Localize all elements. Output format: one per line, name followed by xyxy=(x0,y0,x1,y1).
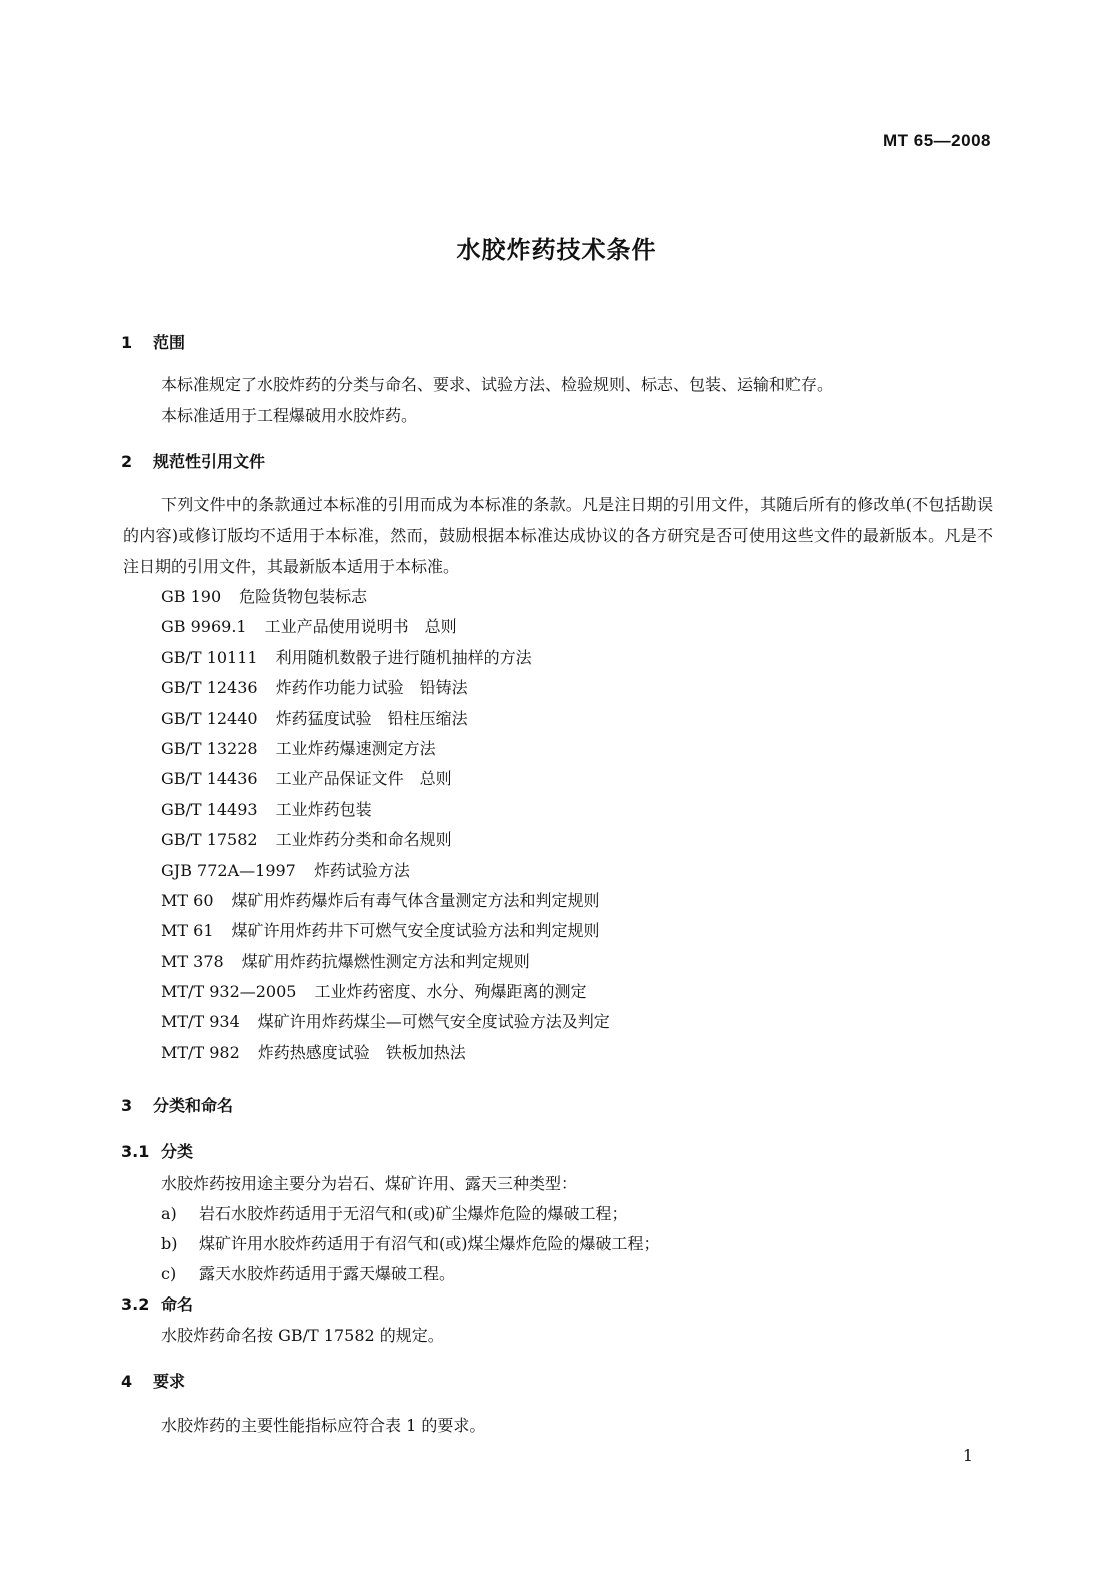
section-title: 规范性引用文件 xyxy=(153,452,266,471)
reference-item xyxy=(161,1007,610,1037)
reference-title: 炸药作功能力试验 铅铸法 xyxy=(275,678,468,698)
section-3-heading xyxy=(121,1093,233,1116)
reference-code: MT/T 934 xyxy=(161,1012,240,1032)
reference-title: 煤矿许用炸药井下可燃气安全度试验方法和判定规则 xyxy=(231,921,600,941)
section-title: 命名 xyxy=(161,1295,194,1314)
reference-item xyxy=(161,643,610,673)
reference-code: MT 378 xyxy=(161,951,224,971)
requirements-paragraph: 水胶炸药的主要性能指标应符合表 1 的要求。 xyxy=(161,1416,486,1435)
reference-code: MT 60 xyxy=(161,890,214,910)
reference-code: MT/T 982 xyxy=(161,1042,240,1062)
reference-item xyxy=(161,795,610,825)
reference-title: 煤矿许用炸药煤尘—可燃气安全度试验方法及判定 xyxy=(257,1012,610,1032)
reference-title: 炸药猛度试验 铅柱压缩法 xyxy=(275,708,468,728)
reference-code: GB/T 12436 xyxy=(161,678,258,698)
section-2-heading xyxy=(121,449,265,472)
reference-title: 工业产品保证文件 总则 xyxy=(275,769,452,789)
section-number: 3 xyxy=(121,1096,133,1115)
reference-item xyxy=(161,947,610,977)
item-marker: b) xyxy=(161,1234,178,1253)
classification-item xyxy=(161,1231,660,1254)
section-title: 范围 xyxy=(153,333,186,352)
standard-code: MT 65—2008 xyxy=(883,131,991,150)
classification-intro: 水胶炸药按用途主要分为岩石、煤矿许用、露天三种类型： xyxy=(161,1174,578,1193)
section-1-heading xyxy=(121,330,185,353)
reference-code: GB/T 17582 xyxy=(161,830,258,850)
reference-item xyxy=(161,764,610,794)
classification-item xyxy=(161,1201,628,1224)
section-title: 要求 xyxy=(153,1372,186,1391)
reference-item xyxy=(161,582,610,612)
section-number: 2 xyxy=(121,452,133,471)
reference-item xyxy=(161,886,610,916)
page-number: 1 xyxy=(962,1446,973,1465)
reference-item xyxy=(161,916,610,946)
reference-item xyxy=(161,856,610,886)
reference-title: 工业炸药密度、水分、殉爆距离的测定 xyxy=(314,982,587,1002)
reference-code: GJB 772A—1997 xyxy=(161,860,296,880)
item-text: 煤矿许用水胶炸药适用于有沼气和(或)煤尘爆炸危险的爆破工程； xyxy=(199,1234,660,1253)
reference-title: 工业炸药分类和命名规则 xyxy=(275,830,452,850)
reference-item xyxy=(161,977,610,1007)
scope-paragraph-1: 本标准规定了水胶炸药的分类与命名、要求、试验方法、检验规则、标志、包装、运输和贮存。 xyxy=(161,375,834,394)
item-marker: c) xyxy=(161,1264,177,1283)
reference-item xyxy=(161,673,610,703)
section-3-2-heading xyxy=(121,1292,193,1315)
reference-item xyxy=(161,1038,610,1068)
item-marker: a) xyxy=(161,1204,177,1223)
reference-code: MT 61 xyxy=(161,921,214,941)
reference-code: GB 9969.1 xyxy=(161,617,247,637)
reference-code: MT/T 932—2005 xyxy=(161,982,297,1002)
classification-item xyxy=(161,1261,455,1284)
reference-title: 炸药热感度试验 铁板加热法 xyxy=(257,1042,466,1062)
reference-code: GB/T 13228 xyxy=(161,738,258,758)
section-title: 分类 xyxy=(161,1142,194,1161)
scope-paragraph-2: 本标准适用于工程爆破用水胶炸药。 xyxy=(161,406,418,425)
naming-paragraph: 水胶炸药命名按 GB/T 17582 的规定。 xyxy=(161,1326,444,1345)
reference-title: 煤矿用炸药爆炸后有毒气体含量测定方法和判定规则 xyxy=(231,890,600,910)
reference-code: GB/T 10111 xyxy=(161,647,258,667)
section-3-1-heading xyxy=(121,1139,193,1162)
reference-item xyxy=(161,825,610,855)
section-number: 3.1 xyxy=(121,1142,150,1161)
item-text: 露天水胶炸药适用于露天爆破工程。 xyxy=(199,1264,456,1283)
section-title: 分类和命名 xyxy=(153,1096,234,1115)
reference-title: 工业产品使用说明书 总则 xyxy=(264,617,457,637)
normative-references-list xyxy=(161,582,610,1068)
section-number: 3.2 xyxy=(121,1295,150,1314)
reference-title: 危险货物包装标志 xyxy=(239,587,368,606)
reference-code: GB 190 xyxy=(161,587,222,606)
reference-item xyxy=(161,704,610,734)
reference-item xyxy=(161,734,610,764)
reference-title: 炸药试验方法 xyxy=(313,860,410,880)
references-intro-paragraph: 下列文件中的条款通过本标准的引用而成为本标准的条款。凡是注日期的引用文件，其随后所有的修改单(不包括勘误的内容)或修订版均不适用于本标准，然而，鼓励根据本标准达成协议的各方研究是否可使用这些文件的最新版本。凡是不注日期的引用文件，其最新版本适用于本标准。 xyxy=(123,495,993,576)
document-title: 水胶炸药技术条件 xyxy=(456,236,657,264)
reference-code: GB/T 14493 xyxy=(161,799,258,819)
section-number: 1 xyxy=(121,333,133,352)
reference-code: GB/T 14436 xyxy=(161,769,258,789)
section-number: 4 xyxy=(121,1372,133,1391)
reference-title: 煤矿用炸药抗爆燃性测定方法和判定规则 xyxy=(241,951,530,971)
reference-item xyxy=(161,612,610,642)
reference-code: GB/T 12440 xyxy=(161,708,258,728)
item-text: 岩石水胶炸药适用于无沼气和(或)矿尘爆炸危险的爆破工程； xyxy=(199,1204,628,1223)
reference-title: 工业炸药爆速测定方法 xyxy=(275,738,436,758)
section-4-heading xyxy=(121,1369,185,1392)
reference-title: 利用随机数骰子进行随机抽样的方法 xyxy=(275,647,532,667)
reference-title: 工业炸药包装 xyxy=(275,799,372,819)
